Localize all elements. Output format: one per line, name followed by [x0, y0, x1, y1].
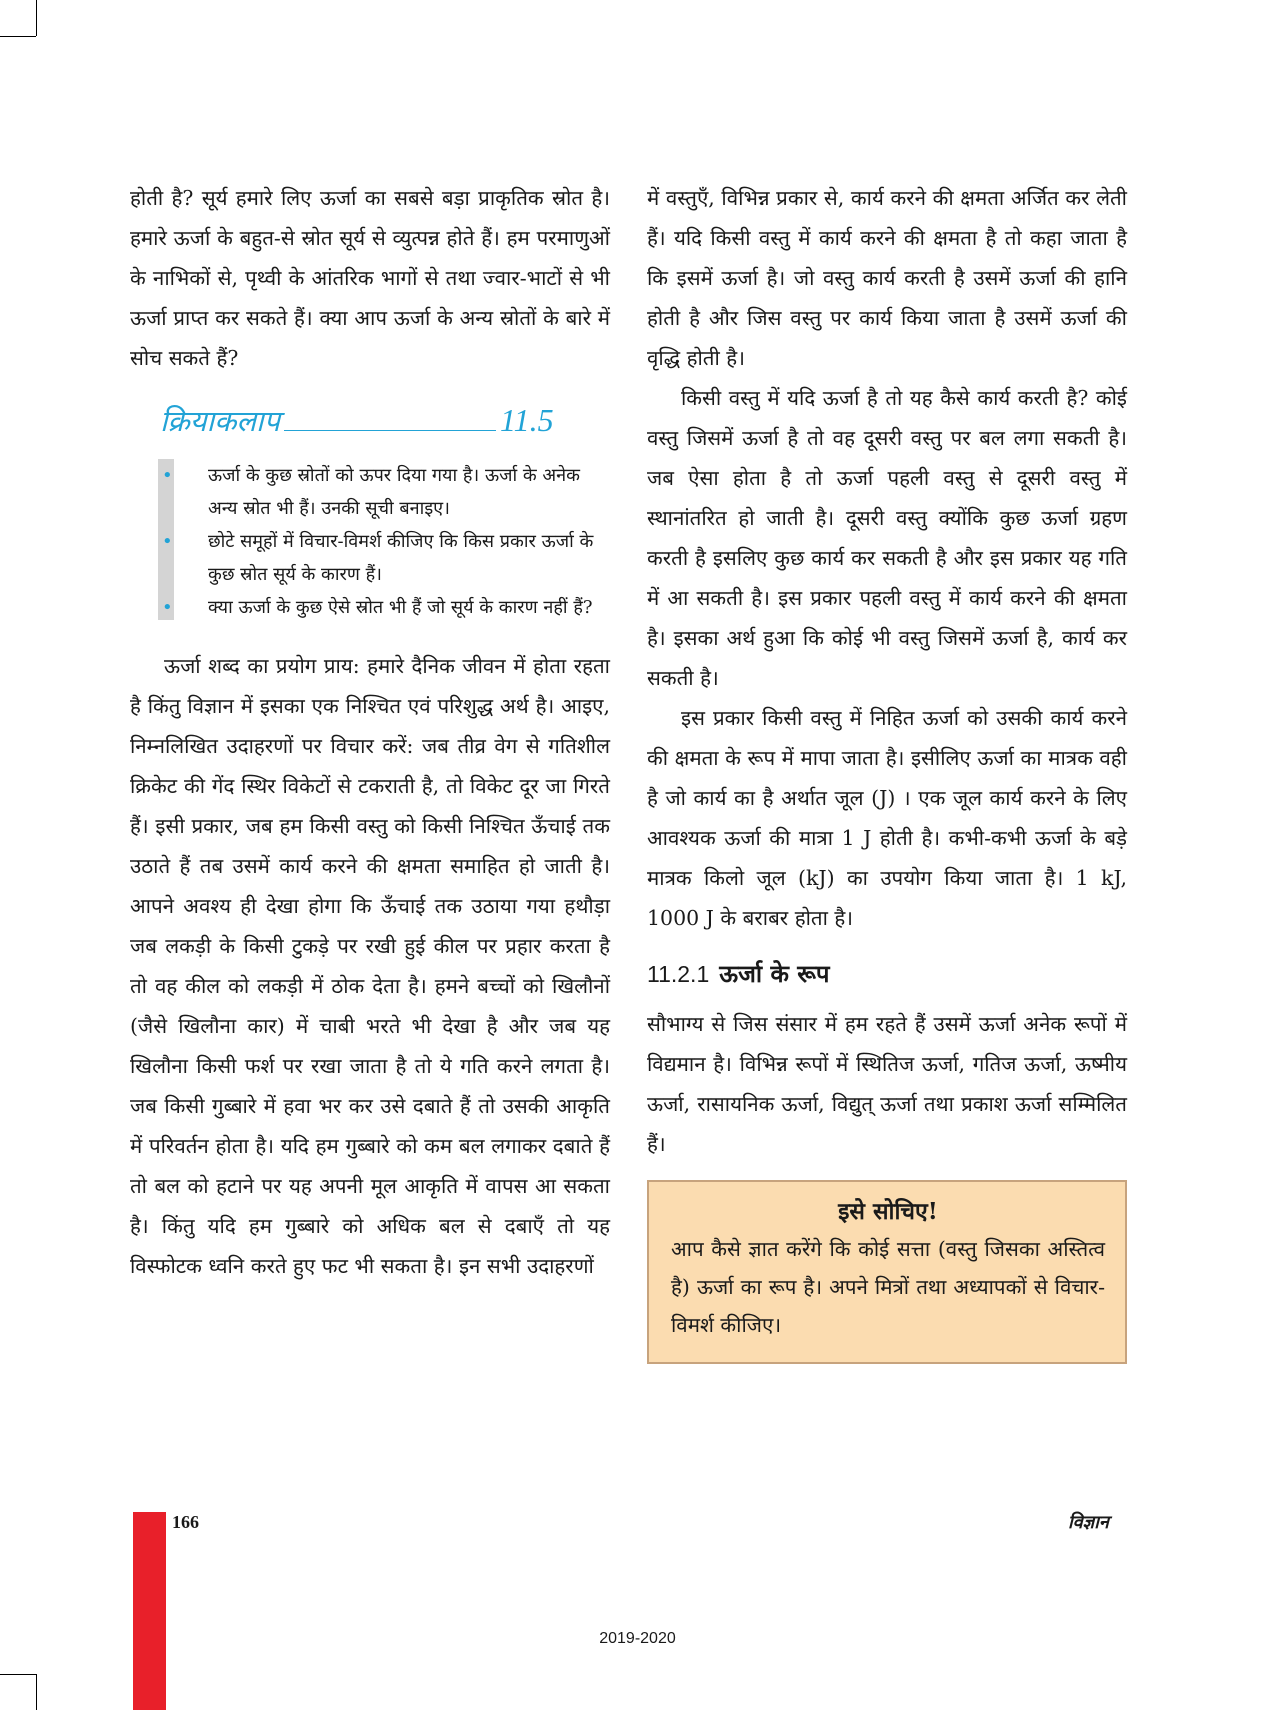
paragraph: इस प्रकार किसी वस्तु में निहित ऊर्जा को उसकी कार्य करने की क्षमता के रूप में मापा जाता है। इसीलिए ऊर्जा का मात्रक वही है जो कार्य का है अर्थात जूल (J) । एक जूल कार्य करने के लिए आवश्यक ऊर्जा की मात्रा 1 J होती है। कभी-कभी ऊर्जा के बड़े मात्रक किलो जूल (kJ) का उपयोग किया जाता है। 1 kJ, 1000 J के बराबर होता है। — [647, 706, 1127, 930]
bullet-icon: • — [162, 531, 173, 552]
paragraph: किसी वस्तु में यदि ऊर्जा है तो यह कैसे कार्य करती है? कोई वस्तु जिसमें ऊर्जा है तो वह दूसरी वस्तु पर बल लगा सकती है। जब ऐसा होता है तो ऊर्जा पहली वस्तु से दूसरी वस्तु में स्थानांतरित हो जाती है। दूसरी वस्तु क्योंकि कुछ ऊर्जा ग्रहण करती है इसलिए कुछ कार्य कर सकती है और इस प्रकार यह गति में आ सकती है। इस प्रकार पहली वस्तु में कार्य करने की क्षमता है। इसका अर्थ हुआ कि कोई भी वस्तु जिसमें ऊर्जा है, कार्य कर सकती है। — [647, 386, 1127, 690]
section-title: ऊर्जा के रूप — [719, 959, 830, 988]
list-item: • ऊर्जा के कुछ स्रोतों को ऊपर दिया गया है। ऊर्जा के अनेक अन्य स्रोत भी हैं। उनकी सूची बनाइए। — [208, 459, 610, 525]
paragraph: सौभाग्य से जिस संसार में हम रहते हैं उसमें ऊर्जा अनेक रूपों में विद्यमान है। विभिन्न रूपों में स्थितिज ऊर्जा, गतिज ऊर्जा, ऊष्मीय ऊर्जा, रासायनिक ऊर्जा, विद्युत् ऊर्जा तथा प्रकाश ऊर्जा सम्मिलित हैं। — [647, 1012, 1127, 1156]
page-edge-bar — [133, 1512, 166, 1710]
activity-rule — [284, 404, 496, 431]
activity-box — [158, 453, 610, 628]
footer-year: 2019-2020 — [599, 1630, 676, 1647]
bullet-icon: • — [162, 465, 173, 486]
bullet-icon: • — [162, 597, 173, 618]
crop-mark-top-left — [36, 0, 37, 36]
crop-mark-top-left — [0, 36, 36, 37]
crop-mark-bottom-left — [36, 1674, 37, 1710]
crop-mark-bottom-left — [0, 1674, 36, 1675]
activity-title: क्रियाकलाप — [160, 404, 281, 438]
paragraph: ऊर्जा शब्द का प्रयोग प्राय: हमारे दैनिक जीवन में होता रहता है किंतु विज्ञान में इसका एक निश्चित एवं परिशुद्ध अर्थ है। आइए, निम्नलिखित उदाहरणों पर विचार करें: जब तीव्र वेग से गतिशील क्रिकेट की गेंद स्थिर विकेटों से टकराती है, तो विकेट दूर जा गिरते हैं। इसी प्रकार, जब हम किसी वस्तु को किसी निश्चित ऊँचाई तक उठाते हैं तब उसमें कार्य करने की क्षमता समाहित हो जाती है। आपने अवश्य ही देखा होगा कि ऊँचाई तक उठाया गया हथौड़ा जब लकड़ी के किसी टुकड़े पर रखी हुई कील पर प्रहार करता है तो वह कील को लकड़ी में ठोक देता है। हमने बच्चों को खिलौनों (जैसे खिलौना कार) में चाबी भरते भी देखा है और जब यह खिलौना किसी फर्श पर रखा जाता है तो ये गति करने लगता है। जब किसी गुब्बारे में हवा भर कर उसे दबाते हैं तो उसकी आकृति में परिवर्तन होता है। यदि हम गुब्बारे को कम बल लगाकर दबाते हैं तो बल को हटाने पर यह अपनी मूल आकृति में वापस आ सकता है। किंतु यदि हम गुब्बारे को अधिक बल से दबाएँ तो यह विस्फोटक ध्वनि करते हुए फट भी सकता है। इन सभी उदाहरणों — [130, 654, 610, 1278]
activity-number: 11.5 — [500, 402, 554, 438]
section-number: 11.2.1 — [647, 961, 710, 987]
activity-heading — [160, 402, 610, 439]
think-box-body: आप कैसे ज्ञात करेंगे कि कोई सत्ता (वस्तु जिसका अस्तित्व है) ऊर्जा का रूप है। अपने मित्रों तथा अध्यापकों से विचार-विमर्श कीजिए। — [671, 1237, 1105, 1337]
page-number: 166 — [172, 1512, 199, 1532]
think-box-title: इसे सोचिए! — [838, 1198, 938, 1225]
paragraph: होती है? सूर्य हमारे लिए ऊर्जा का सबसे बड़ा प्राकृतिक स्रोत है। हमारे ऊर्जा के बहुत-से स्रोत सूर्य से व्युत्पन्न होते हैं। हम परमाणुओं के नाभिकों से, पृथ्वी के आंतरिक भागों से तथा ज्वार-भाटों से भी ऊर्जा प्राप्त कर सकते हैं। क्या आप ऊर्जा के अन्य स्रोतों के बारे में सोच सकते हैं? — [130, 186, 610, 370]
list-item: • क्या ऊर्जा के कुछ ऐसे स्रोत भी हैं जो सूर्य के कारण नहीं हैं? — [208, 591, 610, 624]
list-item: • छोटे समूहों में विचार-विमर्श कीजिए कि किस प्रकार ऊर्जा के कुछ स्रोत सूर्य के कारण हैं। — [208, 525, 610, 591]
left-column — [130, 178, 610, 1286]
activity-list — [162, 459, 610, 624]
paragraph: में वस्तुएँ, विभिन्न प्रकार से, कार्य करने की क्षमता अर्जित कर लेती हैं। यदि किसी वस्तु में कार्य करने की क्षमता है तो कहा जाता है कि इसमें ऊर्जा है। जो वस्तु कार्य करती है उसमें ऊर्जा की हानि होती है और जिस वस्तु पर कार्य किया जाता है उसमें ऊर्जा की वृद्धि होती है। — [647, 186, 1127, 370]
section-heading — [647, 954, 1127, 994]
think-box — [647, 1180, 1127, 1364]
book-title: विज्ञान — [1068, 1512, 1109, 1533]
right-column — [647, 178, 1127, 1364]
